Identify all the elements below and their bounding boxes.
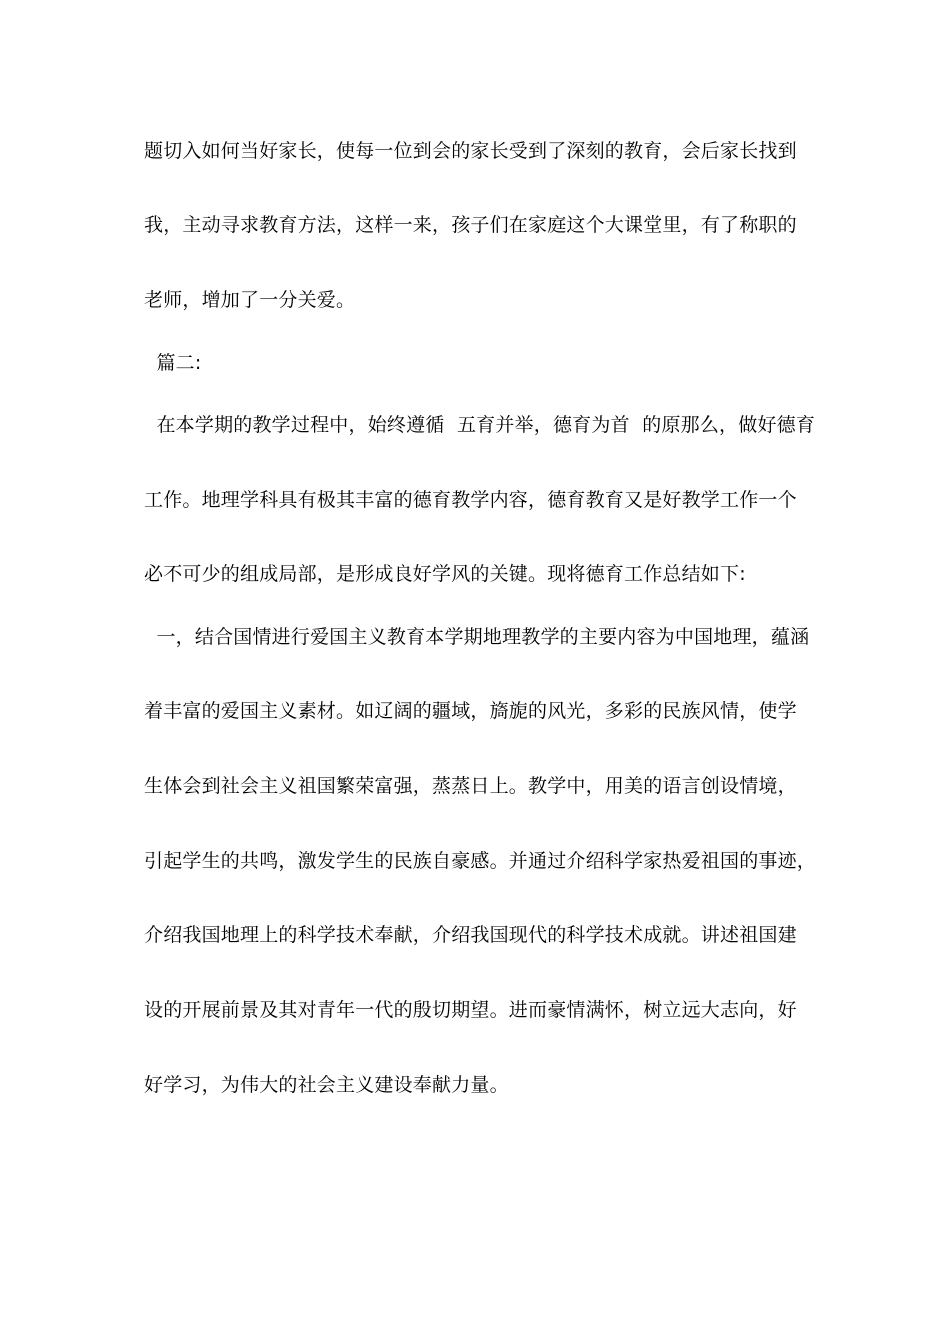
text-line: 着丰富的爱国主义素材。如辽阔的疆域，旖旎的风光，多彩的民族风情，使学	[144, 700, 797, 722]
text-line: 介绍我国地理上的科学技术奉献，介绍我国现代的科学技术成就。讲述祖国建	[144, 924, 797, 946]
section-heading: 篇二:	[144, 352, 202, 374]
text-line: 引起学生的共鸣，激发学生的民族自豪感。并通过介绍科学家热爱祖国的事迹，	[144, 850, 817, 872]
text-line: 工作。地理学科具有极其丰富的德育教学内容，德育教育又是好教学工作一个	[144, 489, 797, 511]
text-line: 题切入如何当好家长，使每一位到会的家长受到了深刻的教育，会后家长找到	[144, 140, 797, 162]
text-line: 生体会到社会主义祖国繁荣富强，蒸蒸日上。教学中，用美的语言创设情境，	[144, 775, 797, 797]
text-line: 一，结合国情进行爱国主义教育本学期地理教学的主要内容为中国地理，蕴涵	[144, 626, 810, 648]
text-line: 必不可少的组成局部，是形成良好学风的关键。现将德育工作总结如下:	[144, 563, 746, 585]
text-line: 好学习，为伟大的社会主义建设奉献力量。	[144, 1074, 509, 1096]
text-line: 老师，增加了一分关爱。	[144, 289, 356, 311]
text-line: 在本学期的教学过程中，始终遵循 五育并举，德育为首 的原那么，做好德育	[144, 414, 816, 436]
text-line: 我，主动寻求教育方法，这样一来，孩子们在家庭这个大课堂里，有了称职的	[144, 214, 797, 236]
text-line: 设的开展前景及其对青年一代的殷切期望。进而豪情满怀，树立远大志向，好	[144, 999, 797, 1021]
